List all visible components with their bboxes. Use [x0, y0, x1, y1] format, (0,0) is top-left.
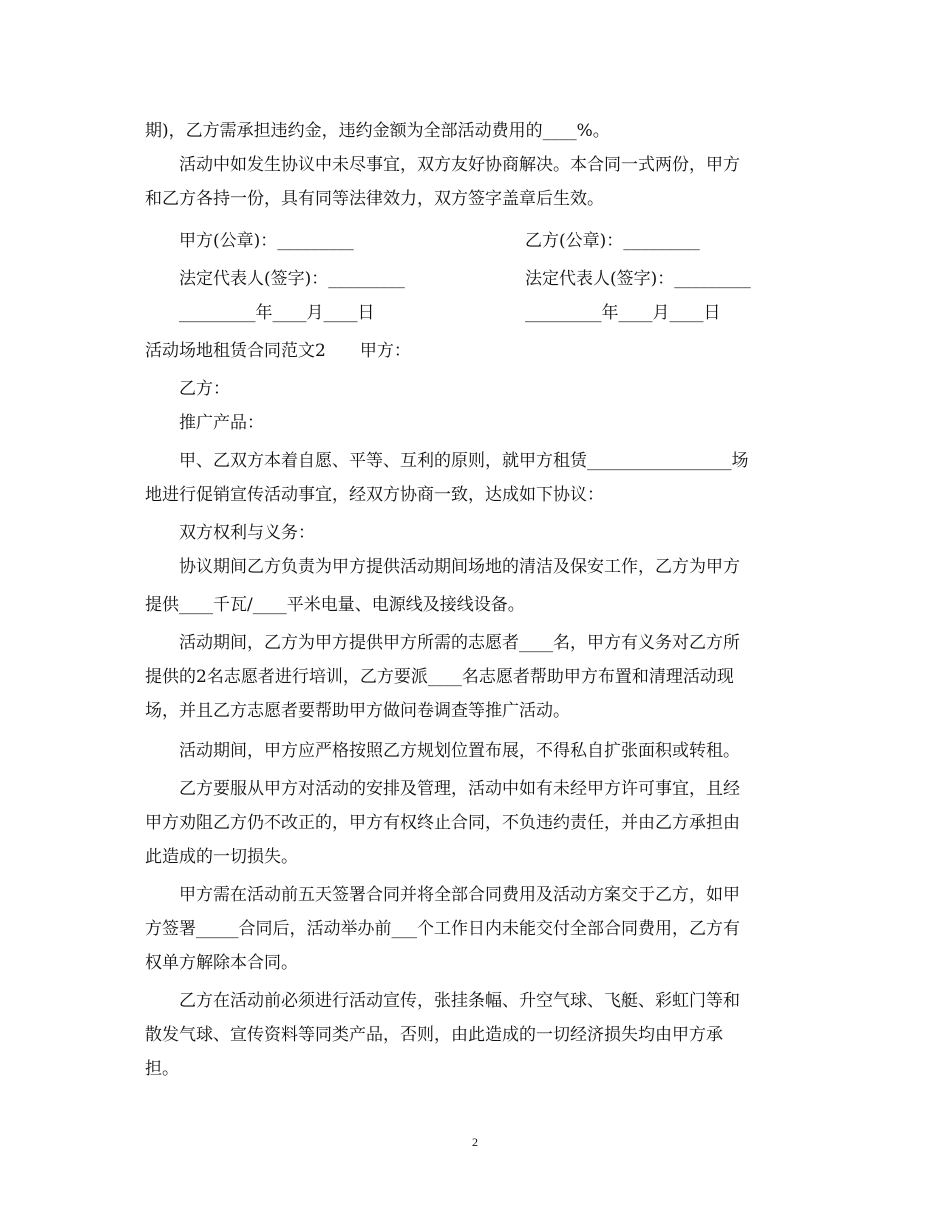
paragraph-line: 权单方解除本合同。 — [145, 953, 298, 973]
party-b-line: 乙方： — [179, 379, 230, 399]
rights-heading: 双方权利与义务： — [179, 523, 315, 543]
product-line: 推广产品： — [179, 413, 264, 433]
paragraph-line: 甲、乙双方本着自愿、平等、互利的原则，就甲方租赁_________________场 — [179, 451, 749, 471]
paragraph-line: 场，并且乙方志愿者要帮助甲方做问卷调查等推广活动。 — [145, 701, 570, 721]
date-b: _________年____月____日 — [525, 303, 721, 323]
section-title: 活动场地租赁合同范文2 甲方： — [145, 341, 411, 361]
paragraph-line: 此造成的一切损失。 — [145, 847, 298, 867]
rep-b: 法定代表人(签字)：_________ — [525, 269, 751, 289]
paragraph-line: 甲方劝阻乙方仍不改正的，甲方有权终止合同，不负违约责任，并由乙方承担由 — [145, 813, 740, 833]
line-penalty: 期)，乙方需承担违约金，违约金额为全部活动费用的____%。 — [145, 121, 610, 141]
page-number: 2 — [472, 1135, 478, 1149]
party-b-seal: 乙方(公章)：_________ — [525, 231, 700, 251]
paragraph-line: 乙方在活动前必须进行活动宣传，张挂条幅、升空气球、飞艇、彩虹门等和 — [179, 991, 740, 1011]
paragraph-line: 协议期间乙方负责为甲方提供活动期间场地的清洁及保安工作，乙方为甲方 — [179, 557, 740, 577]
paragraph-line: 地进行促销宣传活动事宜，经双方协商一致，达成如下协议： — [145, 485, 604, 505]
paragraph-line: 甲方需在活动前五天签署合同并将全部合同费用及活动方案交于乙方，如甲 — [179, 885, 740, 905]
party-a-seal: 甲方(公章)：_________ — [179, 231, 354, 251]
paragraph-line: 活动期间，甲方应严格按照乙方规划位置布展，不得私自扩张面积或转租。 — [179, 741, 740, 761]
paragraph-line: 提供____千瓦/____平米电量、电源线及接线设备。 — [145, 595, 525, 615]
paragraph-line: 提供的2名志愿者进行培训，乙方要派____名志愿者帮助甲方布置和清理活动现 — [145, 667, 734, 687]
line-copies: 和乙方各持一份，具有同等法律效力，双方签字盖章后生效。 — [145, 189, 604, 209]
date-a: _________年____月____日 — [179, 303, 375, 323]
rep-a: 法定代表人(签字)：_________ — [179, 269, 405, 289]
paragraph-line: 散发气球、宣传资料等同类产品，否则，由此造成的一切经济损失均由甲方承 — [145, 1025, 723, 1045]
line-disputes: 活动中如发生协议中未尽事宜，双方友好协商解决。本合同一式两份，甲方 — [179, 155, 740, 175]
paragraph-line: 乙方要服从甲方对活动的安排及管理，活动中如有未经甲方许可事宜，且经 — [179, 779, 740, 799]
paragraph-line: 方签署_____合同后，活动举办前___个工作日内未能交付全部合同费用，乙方有 — [145, 919, 740, 939]
paragraph-line: 担。 — [145, 1059, 179, 1079]
paragraph-line: 活动期间，乙方为甲方提供甲方所需的志愿者____名，甲方有义务对乙方所 — [179, 633, 740, 653]
